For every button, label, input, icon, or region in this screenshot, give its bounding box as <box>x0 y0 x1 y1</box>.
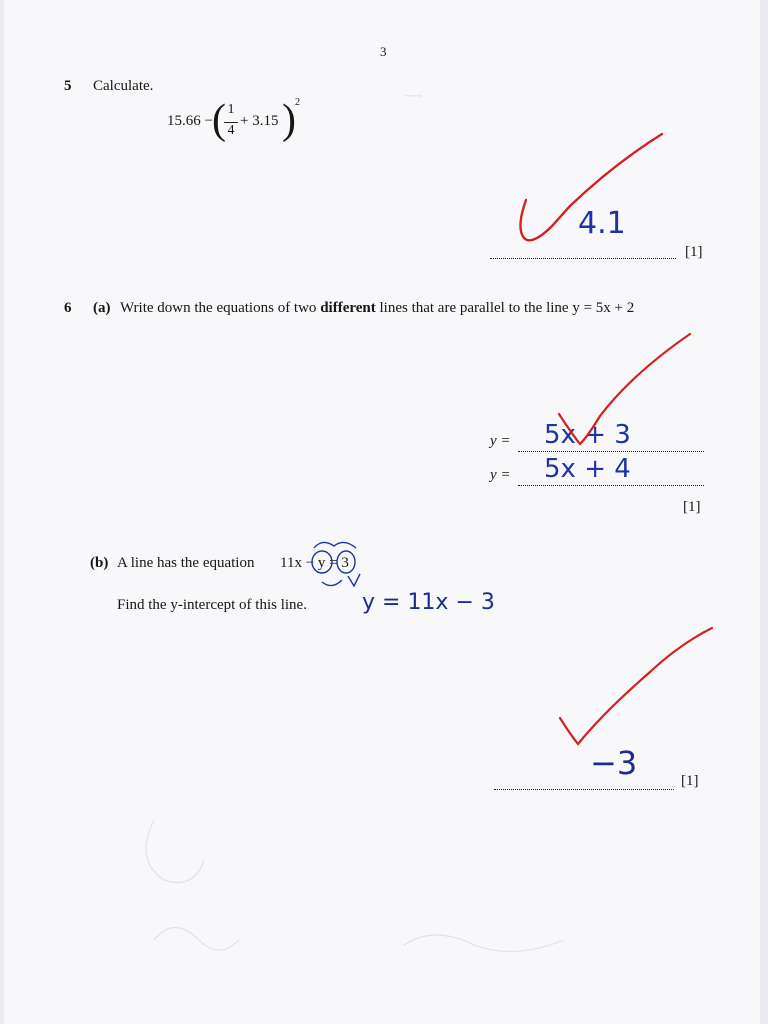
q6b-prompt: Find the y-intercept of this line. <box>117 597 307 613</box>
q6a-text-before: Write down the equations of two <box>120 300 317 316</box>
tick-mark-icon <box>559 334 690 444</box>
q6b-handwritten-answer: −3 <box>590 744 638 782</box>
q5-handwritten-answer: 4.1 <box>578 206 626 241</box>
q6b-equation: 11x − y = 3 <box>280 555 349 571</box>
expr-lead: 15.66 − <box>167 113 213 129</box>
frac-denominator: 4 <box>227 123 235 138</box>
q6b-working: y = 11x − 3 <box>362 590 495 615</box>
exponent: 2 <box>295 97 300 108</box>
q6b-label: (b) <box>90 555 109 571</box>
q6a-bold-word: different <box>320 300 376 316</box>
tick-mark-icon <box>520 134 662 240</box>
q5-marks: [1] <box>685 244 703 260</box>
page-number: 3 <box>380 44 387 59</box>
right-paren: ) <box>282 97 296 143</box>
q6a-marks: [1] <box>683 499 701 515</box>
show-through: ⟶ <box>404 88 423 103</box>
marking-overlay <box>4 0 760 1024</box>
q5-number: 5 <box>64 78 72 94</box>
q6b-text: A line has the equation <box>117 555 255 571</box>
faint-strokes <box>146 820 564 951</box>
working-loops <box>312 542 360 586</box>
exam-page <box>4 0 760 1024</box>
q6a-y-label-1: y = <box>490 433 511 449</box>
q6a-answer-1: 5x + 3 <box>544 420 631 450</box>
left-paren: ( <box>212 97 226 143</box>
q6a-label: (a) <box>93 300 111 316</box>
expr-tail: + 3.15 <box>240 113 279 129</box>
q6a-y-label-2: y = <box>490 467 511 483</box>
q6a-text-after: lines that are parallel to the line y = 5x + 2 <box>379 300 635 316</box>
frac-numerator: 1 <box>227 102 235 117</box>
q6-number: 6 <box>64 300 72 316</box>
q6b-marks: [1] <box>681 773 699 789</box>
tick-mark-icon <box>560 628 712 744</box>
q5-instruction: Calculate. <box>93 78 154 94</box>
q6a-answer-2: 5x + 4 <box>544 454 631 484</box>
